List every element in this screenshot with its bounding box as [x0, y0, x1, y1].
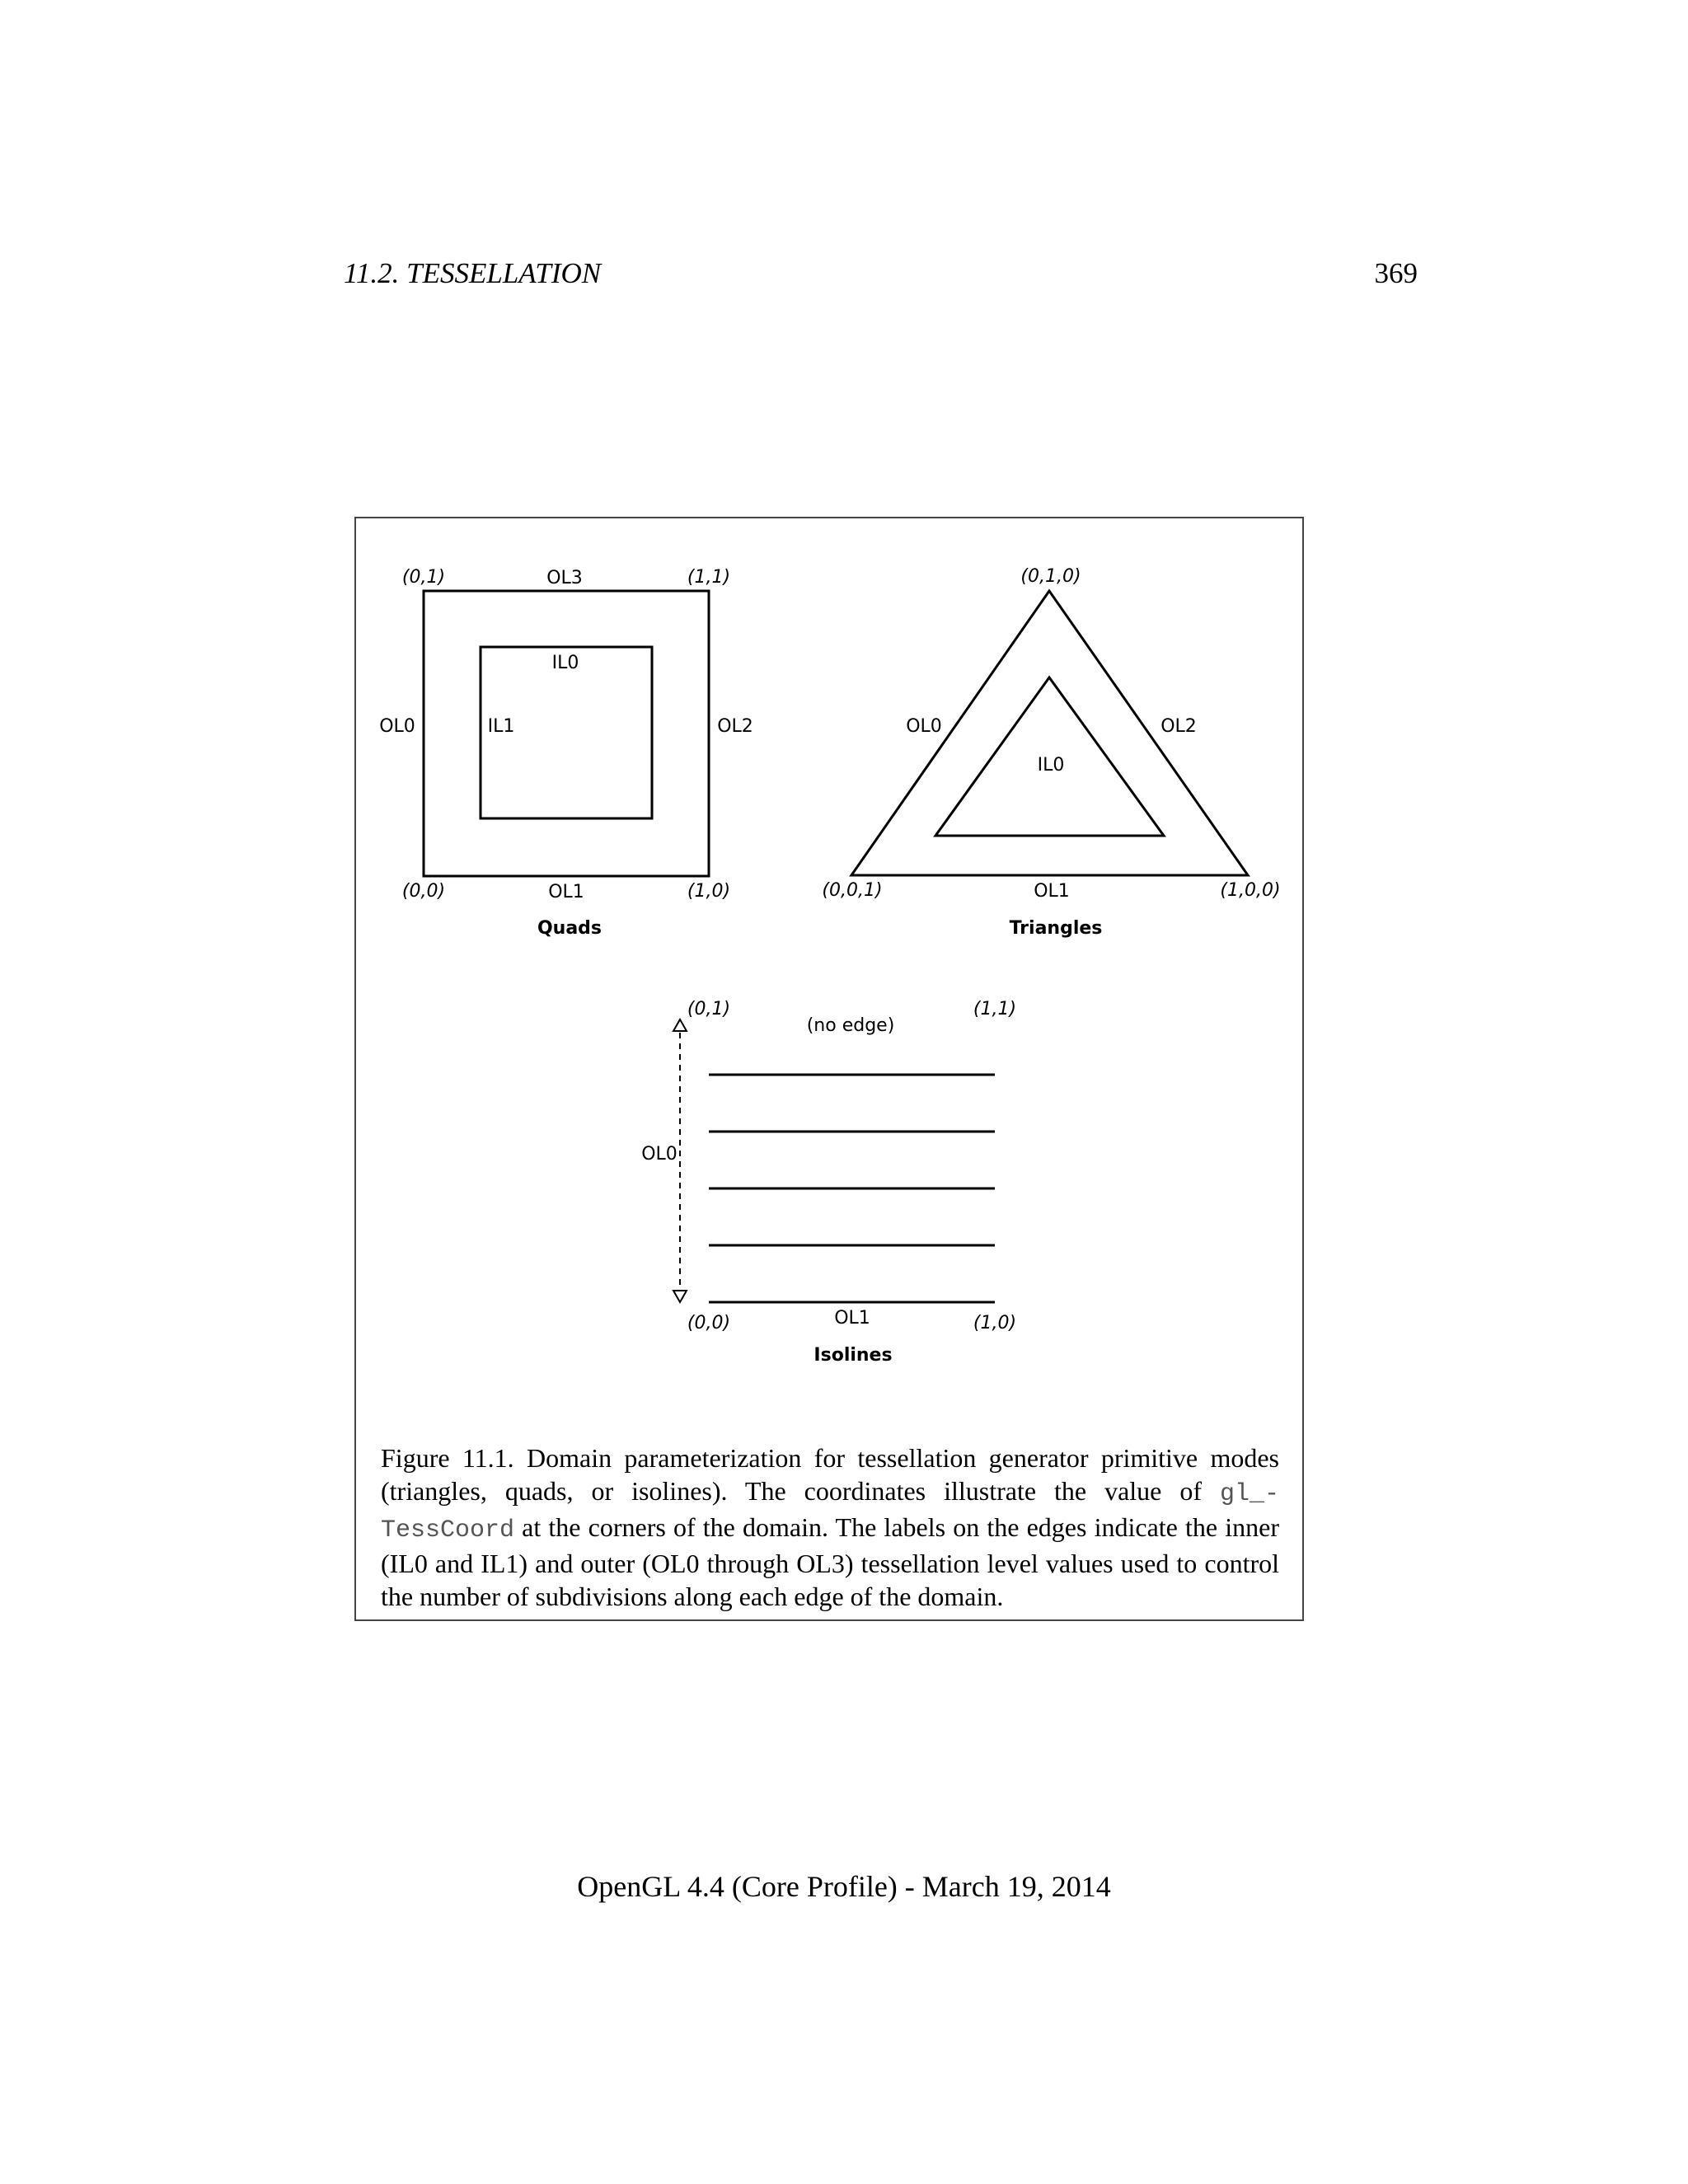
tessellation-domain-figure	[356, 518, 1302, 1417]
page-footer: OpenGL 4.4 (Core Profile) - March 19, 2014	[577, 1870, 1111, 1903]
quads-diagram	[379, 567, 753, 939]
isolines-vertical-label: OL0	[641, 1144, 678, 1165]
caption-code-gl: gl_-	[1219, 1480, 1279, 1508]
isolines-corner-top-left: (0,1)	[687, 999, 731, 1019]
quads-corner-top-right: (1,1)	[687, 567, 731, 588]
isolines-no-edge-label: (no edge)	[806, 1015, 895, 1036]
section-title: 11.2. TESSELLATION	[344, 257, 602, 289]
isolines-diagram	[641, 999, 1016, 1366]
quads-outer-square	[424, 591, 709, 876]
triangles-inner-label: IL0	[1037, 755, 1065, 776]
caption-code-tesscoord: TessCoord	[381, 1516, 515, 1544]
quads-corner-bottom-left: (0,0)	[401, 881, 446, 902]
isolines-corner-top-right: (1,1)	[973, 999, 1017, 1019]
figure-box	[354, 517, 1304, 1621]
running-head	[344, 257, 1418, 298]
triangles-diagram	[822, 566, 1280, 939]
quads-title: Quads	[537, 918, 603, 939]
figure-caption	[381, 1441, 1279, 1613]
quads-edge-right-label: OL2	[717, 716, 753, 737]
triangles-edge-right-label: OL2	[1160, 716, 1197, 737]
quads-inner-vertical-label: IL1	[487, 716, 515, 737]
quads-corner-top-left: (0,1)	[401, 567, 446, 588]
isolines-corner-bottom-right: (1,0)	[973, 1313, 1017, 1333]
triangles-corner-top: (0,1,0)	[1020, 566, 1081, 587]
quads-edge-left-label: OL0	[379, 716, 415, 737]
quads-corner-bottom-right: (1,0)	[687, 881, 731, 902]
page-number: 369	[1374, 257, 1418, 289]
caption-text-part-1: Figure 11.1. Domain parameterization for tessellation generator primitive modes (triangles, quads, or isolines). The coordinates illustrate the value of	[381, 1443, 1279, 1506]
isolines-corner-bottom-left: (0,0)	[687, 1313, 731, 1333]
quads-edge-top-label: OL3	[546, 568, 583, 588]
triangles-title: Triangles	[1009, 918, 1103, 939]
arrowhead-down-icon	[673, 1291, 687, 1302]
triangles-corner-bottom-right: (1,0,0)	[1220, 880, 1281, 901]
quads-edge-bottom-label: OL1	[548, 882, 584, 902]
isolines-title: Isolines	[814, 1345, 893, 1366]
triangles-edge-left-label: OL0	[906, 716, 942, 737]
triangles-corner-bottom-left: (0,0,1)	[822, 880, 883, 901]
arrowhead-up-icon	[673, 1019, 687, 1031]
isolines-horizontal-label: OL1	[834, 1308, 870, 1329]
caption-text-part-2: at the corners of the domain. The labels on the edges indicate the inner (IL0 and IL1) and outer (OL0 through OL3) tessellation level values used to control the number of subdivisions along each edge of the domain.	[381, 1512, 1279, 1611]
quads-inner-horizontal-label: IL0	[551, 653, 579, 673]
triangles-edge-bottom-label: OL1	[1034, 881, 1070, 902]
